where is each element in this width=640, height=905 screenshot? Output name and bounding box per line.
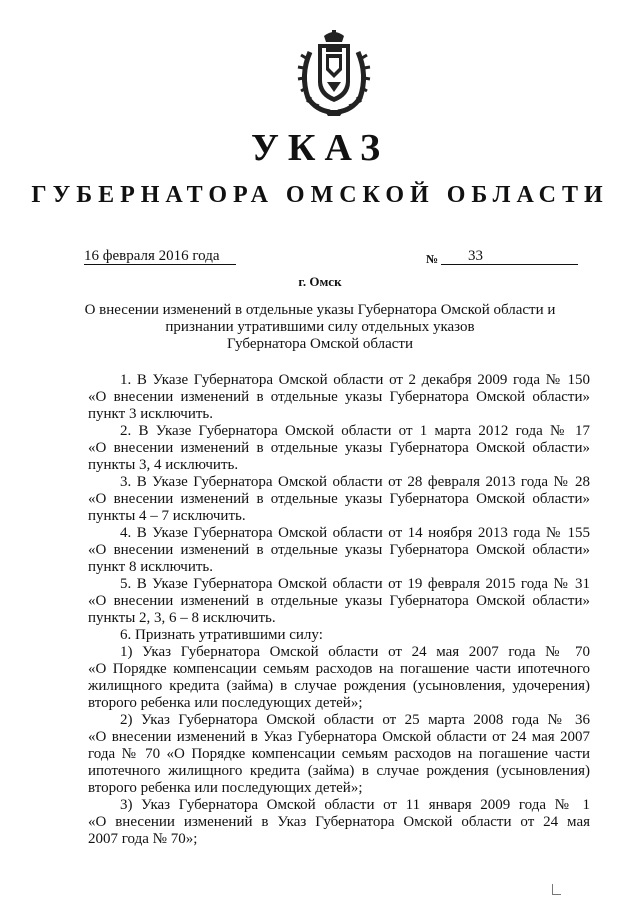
paragraph-line: пункт 3 исключить. [88, 406, 214, 422]
paragraph-line: второго ребенка или последующих детей»; [88, 780, 363, 796]
document-subtitle: ГУБЕРНАТОРА ОМСКОЙ ОБЛАСТИ [31, 182, 609, 208]
paragraph-line: «О внесении изменений в Указ Губернатора Омской области от 24 мая 2007 [88, 729, 590, 745]
subject-line: О внесении изменений в отдельные указы Губернатора Омской области и [84, 302, 556, 318]
paragraph-line: 5. В Указе Губернатора Омской области от 19 февраля 2015 года № 31 [120, 576, 590, 592]
body-paragraph [88, 372, 590, 423]
paragraph-line: «О внесении изменений в отдельные указы Губернатора Омской области» [88, 389, 590, 405]
paragraph-line: жилищного кредита (займа) в случае рождения (усыновления, удочерения) [88, 678, 590, 694]
paragraph-line: ипотечного жилищного кредита (займа) в случае рождения (усыновления) [88, 763, 590, 779]
number-label: № [426, 252, 439, 266]
paragraph-line: «О внесении изменений в отдельные указы Губернатора Омской области» [88, 440, 590, 456]
paragraph-line: 3. В Указе Губернатора Омской области от 28 февраля 2013 года № 28 [120, 474, 590, 490]
body-paragraph [88, 525, 590, 576]
paragraph-line: 1. В Указе Губернатора Омской области от 2 декабря 2009 года № 150 [120, 372, 590, 388]
paragraph-line: 2. В Указе Губернатора Омской области от 1 марта 2012 года № 17 [120, 423, 590, 439]
paragraph-line: 4. В Указе Губернатора Омской области от 14 ноября 2013 года № 155 [120, 525, 590, 541]
document-title: УКАЗ [251, 127, 389, 169]
body-paragraph [88, 712, 590, 797]
paragraph-line: пункт 8 исключить. [88, 559, 214, 575]
subject-line: признании утратившими силу отдельных указов [165, 319, 475, 335]
document-number: 33 [441, 248, 578, 265]
page-corner-mark [552, 884, 561, 895]
body-paragraph [88, 474, 590, 525]
paragraph-line: 3) Указ Губернатора Омской области от 11 января 2009 года № 1 [120, 797, 590, 813]
paragraph-line: 6. Признать утратившими силу: [120, 627, 323, 643]
paragraph-line: «О внесении изменений в отдельные указы Губернатора Омской области» [88, 593, 590, 609]
paragraph-line: 2) Указ Губернатора Омской области от 25 марта 2008 года № 36 [120, 712, 590, 728]
paragraph-line: пункты 4 – 7 исключить. [88, 508, 246, 524]
body-paragraph [88, 627, 590, 644]
document-subject [60, 302, 580, 353]
body-paragraph [88, 576, 590, 627]
document-city: г. Омск [298, 274, 342, 289]
paragraph-line: «О внесении изменений в отдельные указы Губернатора Омской области» [88, 542, 590, 558]
coat-of-arms-icon [296, 30, 372, 116]
document-body [88, 372, 590, 848]
body-paragraph [88, 644, 590, 712]
paragraph-line: «О Порядке компенсации семьям расходов на погашение части ипотечного [88, 661, 590, 677]
paragraph-line: 2007 года № 70»; [88, 831, 198, 847]
paragraph-line: «О внесении изменений в Указ Губернатора Омской области от 24 мая [88, 814, 590, 830]
document-date: 16 февраля 2016 года [84, 248, 236, 265]
paragraph-line: второго ребенка или последующих детей»; [88, 695, 363, 711]
paragraph-line: года № 70 «О Порядке компенсации семьям расходов на погашение части [88, 746, 590, 762]
paragraph-line: «О внесении изменений в отдельные указы Губернатора Омской области» [88, 491, 590, 507]
body-paragraph [88, 423, 590, 474]
paragraph-line: 1) Указ Губернатора Омской области от 24 мая 2007 года № 70 [120, 644, 590, 660]
subject-line: Губернатора Омской области [227, 336, 413, 352]
paragraph-line: пункты 2, 3, 6 – 8 исключить. [88, 610, 276, 626]
paragraph-line: пункты 3, 4 исключить. [88, 457, 239, 473]
body-paragraph [88, 797, 590, 848]
